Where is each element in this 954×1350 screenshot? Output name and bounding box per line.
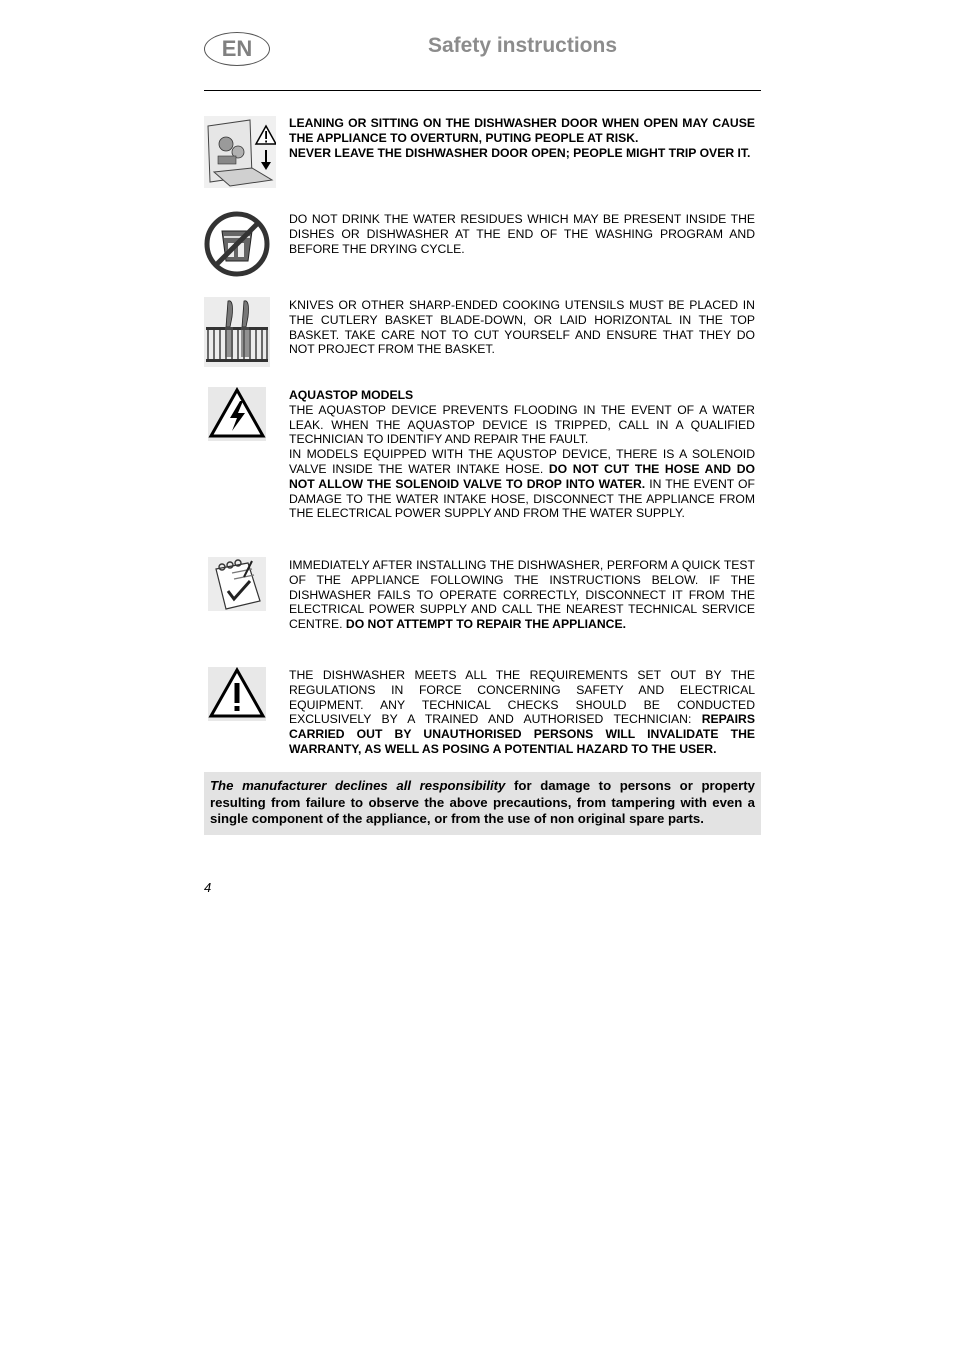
page-header bbox=[204, 28, 761, 91]
item-text: AQUASTOP MODELS THE AQUASTOP DEVICE PREVENTS FLOODING IN THE EVENT OF A WATER LEAK. WHEN THE AQUASTOP DEVICE IS TRIPPED, CALL IN A QUALIFIED TECHNICIAN TO IDENTIFY AND REPAIR THE FAULT. IN MODELS EQUIPPED WITH THE AQUSTOP DEVICE, THERE IS A SOLENOID VALVE INSIDE THE WATER INTAKE HOSE. DO NOT CUT THE HOSE AND DO NOT ALLOW THE SOLENOID VALVE TO DROP INTO WATER. IN THE EVENT OF DAMAGE TO THE WATER INTAKE HOSE, DISCONNECT THE APPLIANCE FROM THE ELECTRICAL POWER SUPPLY AND FROM THE WATER SUPPLY. bbox=[289, 388, 755, 521]
item-text: IMMEDIATELY AFTER INSTALLING THE DISHWASHER, PERFORM A QUICK TEST OF THE APPLIANCE FOLLOWING THE INSTRUCTIONS BELOW. IF THE DISHWASHER FAILS TO OPERATE CORRECTLY, DISCONNECT IT FROM THE ELECTRICAL POWER SUPPLY AND CALL THE NEAREST TECHNICAL SERVICE CENTRE. DO NOT ATTEMPT TO REPAIR THE APPLIANCE. bbox=[289, 558, 755, 632]
item-text: LEANING OR SITTING ON THE DISHWASHER DOOR WHEN OPEN MAY CAUSE THE APPLIANCE TO OVERTURN, PUTING PEOPLE AT RISK. NEVER LEAVE THE DISHWASHER DOOR OPEN; PEOPLE MIGHT TRIP OVER IT. bbox=[289, 116, 755, 160]
item-text: KNIVES OR OTHER SHARP-ENDED COOKING UTENSILS MUST BE PLACED IN THE CUTLERY BASKET BLADE-DOWN, OR LAID HORIZONTAL IN THE TOP BASKET. TAKE CARE NOT TO CUT YOURSELF AND ENSURE THAT THEY DO NOT PROJECT FROM THE BASKET. bbox=[289, 298, 755, 357]
language-badge: EN bbox=[204, 32, 270, 66]
general-warning-icon bbox=[208, 667, 266, 721]
electric-hazard-icon bbox=[208, 387, 266, 441]
checklist-icon bbox=[208, 557, 266, 611]
page-title: Safety instructions bbox=[427, 34, 618, 57]
aquastop-heading: AQUASTOP MODELS bbox=[289, 388, 414, 402]
dishwasher-door-warning-icon bbox=[204, 116, 276, 188]
item-text: DO NOT DRINK THE WATER RESIDUES WHICH MAY BE PRESENT INSIDE THE DISHES OR DISHWASHER AT THE END OF THE WASHING PROGRAM AND BEFORE THE DRYING CYCLE. bbox=[289, 212, 755, 256]
manufacturer-disclaimer: The manufacturer declines all responsibility for damage to persons or property resulting from failure to observe the above precautions, from tampering with even a single component of the appliance, or from the use of non original spare parts. bbox=[204, 772, 761, 835]
item-text: THE DISHWASHER MEETS ALL THE REQUIREMENTS SET OUT BY THE REGULATIONS IN FORCE CONCERNING SAFETY AND ELECTRICAL EQUIPMENT. ANY TECHNICAL CHECKS SHOULD BE CONDUCTED EXCLUSIVELY BY A TRAINED AND AUTHORISED TECHNICIAN: REPAIRS CARRIED OUT BY UNAUTHORISED PERSONS WILL INVALIDATE THE WARRANTY, AS WELL AS POSING A POTENTIAL HAZARD TO THE USER. bbox=[289, 668, 755, 756]
manual-page bbox=[204, 28, 761, 895]
knives-basket-icon bbox=[204, 297, 270, 367]
page-number: 4 bbox=[204, 880, 212, 895]
no-drinking-icon bbox=[204, 211, 270, 277]
